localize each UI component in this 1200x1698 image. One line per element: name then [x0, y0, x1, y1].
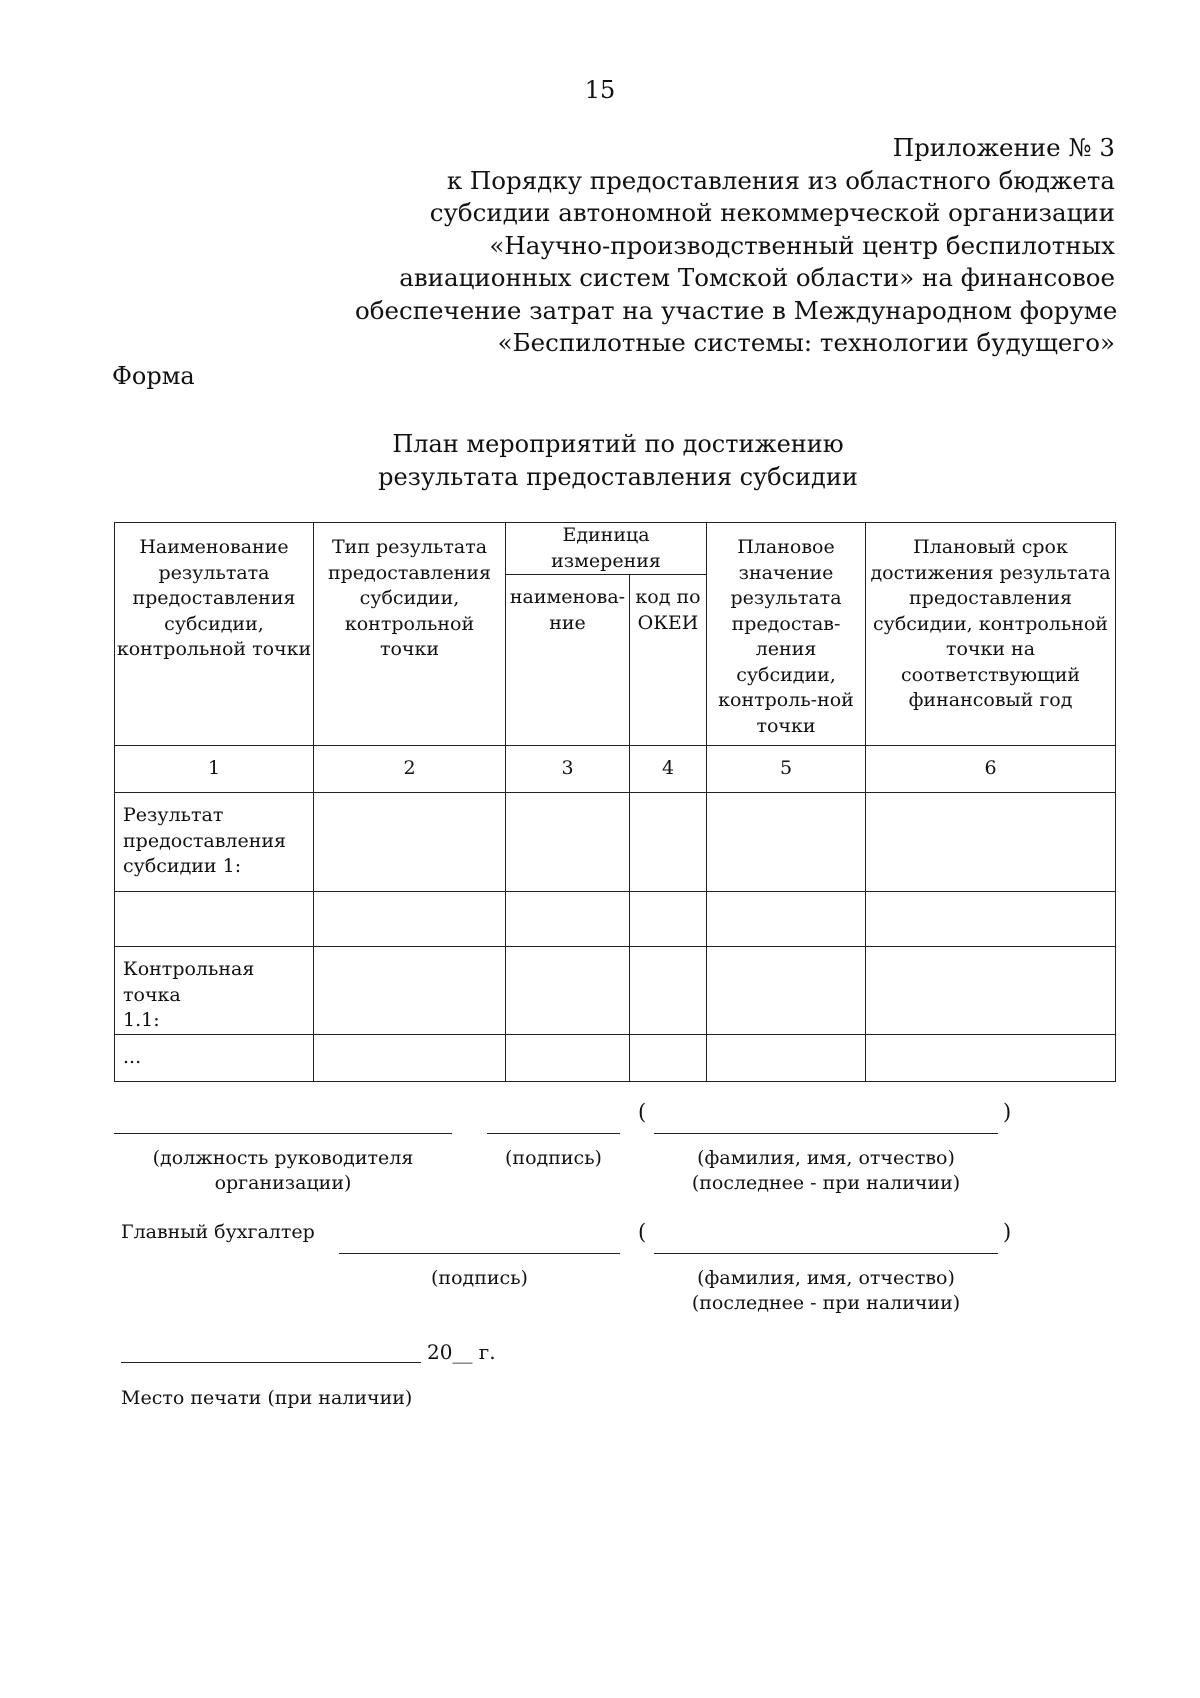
table-cell — [314, 1034, 506, 1081]
close-paren: ) — [1003, 1100, 1012, 1124]
head-fio-caption: (фамилия, имя, отчество) (последнее - при наличии) — [691, 1147, 961, 1194]
header-planned-deadline: Плановый срок достижения результата предоставления субсидии, контрольной точки на соответствующий финансовый год — [866, 523, 1116, 746]
table-row — [115, 793, 1116, 892]
appendix-line: «Научно-производственный центр беспилотных — [489, 230, 1115, 260]
table-cell — [506, 1034, 630, 1081]
stamp-place-label: Место печати (при наличии) — [121, 1387, 413, 1409]
header-okei-code: код по ОКЕИ — [630, 575, 707, 746]
accountant-signature-line — [339, 1253, 620, 1254]
table-cell — [707, 892, 866, 947]
row-label-checkpoint-1-1: Контрольная точка 1.1: — [115, 947, 314, 1035]
table-row — [115, 892, 1116, 947]
table-cell — [506, 892, 630, 947]
head-position-line — [114, 1133, 452, 1134]
column-numbers-row — [115, 746, 1116, 793]
document-title — [0, 428, 1200, 493]
chief-accountant-label: Главный бухгалтер — [121, 1221, 315, 1243]
table-cell — [707, 1034, 866, 1081]
open-paren: ( — [638, 1220, 647, 1244]
table-cell — [115, 892, 314, 947]
column-number: 1 — [115, 746, 314, 793]
accountant-fio-line — [654, 1253, 998, 1254]
header-result-name: Наименование результата предоставления субсидии, контрольной точки — [115, 523, 314, 746]
table-cell — [506, 793, 630, 892]
date-line — [121, 1362, 421, 1363]
header-planned-value: Плановое значение результата предостав- ления субсидии, контроль-ной точки — [707, 523, 866, 746]
column-number: 6 — [866, 746, 1116, 793]
title-line-1: План мероприятий по достижению — [392, 430, 844, 458]
plan-table — [114, 522, 1116, 1082]
table-cell — [314, 947, 506, 1035]
appendix-line: субсидии автономной некоммерческой организации — [429, 198, 1115, 227]
table-cell — [630, 892, 707, 947]
column-number: 2 — [314, 746, 506, 793]
header-unit-group: Единица измерения — [506, 523, 707, 575]
open-paren: ( — [638, 1100, 647, 1124]
table-row — [115, 1034, 1116, 1081]
accountant-fio-caption: (фамилия, имя, отчество) (последнее - при наличии) — [691, 1267, 961, 1314]
table-cell — [707, 793, 866, 892]
table-cell — [630, 947, 707, 1035]
table-cell — [506, 947, 630, 1035]
table-cell — [866, 793, 1116, 892]
table-cell — [866, 892, 1116, 947]
appendix-line: к Порядку предоставления из областного бюджета — [446, 165, 1115, 195]
head-fio-line — [654, 1133, 998, 1134]
close-paren: ) — [1003, 1220, 1012, 1244]
table-cell — [314, 892, 506, 947]
header-result-type: Тип результата предоставления субсидии, контрольной точки — [314, 523, 506, 746]
form-label: Форма — [112, 362, 195, 390]
header-unit-name: наименова- ние — [506, 575, 630, 746]
appendix-line: авиационных систем Томской области» на финансовое — [399, 263, 1115, 292]
table-cell — [866, 1034, 1116, 1081]
table-cell — [707, 947, 866, 1035]
table-row — [115, 947, 1116, 1035]
table-cell — [314, 793, 506, 892]
appendix-line: обеспечение затрат на участие в Международном форуме — [355, 295, 1118, 325]
table-cell — [866, 947, 1116, 1035]
column-number: 3 — [506, 746, 630, 793]
appendix-line: «Беспилотные системы: технологии будущего» — [497, 328, 1115, 357]
table-cell — [630, 793, 707, 892]
head-signature-caption: (подпись) — [505, 1147, 602, 1169]
column-number: 5 — [707, 746, 866, 793]
appendix-line: Приложение № 3 — [892, 133, 1115, 162]
accountant-signature-caption: (подпись) — [431, 1267, 528, 1289]
page-number: 15 — [584, 76, 616, 104]
table-cell — [630, 1034, 707, 1081]
head-position-caption: (должность руководителя организации) — [152, 1147, 414, 1194]
row-label-ellipsis: ... — [115, 1034, 314, 1081]
row-label-result-1: Результат предоставления субсидии 1: — [115, 793, 314, 892]
head-signature-line — [487, 1133, 620, 1134]
title-line-2: результата предоставления субсидии — [378, 462, 858, 491]
date-year-suffix: 20__ г. — [427, 1340, 496, 1364]
appendix-header — [355, 132, 1118, 360]
column-number: 4 — [630, 746, 707, 793]
